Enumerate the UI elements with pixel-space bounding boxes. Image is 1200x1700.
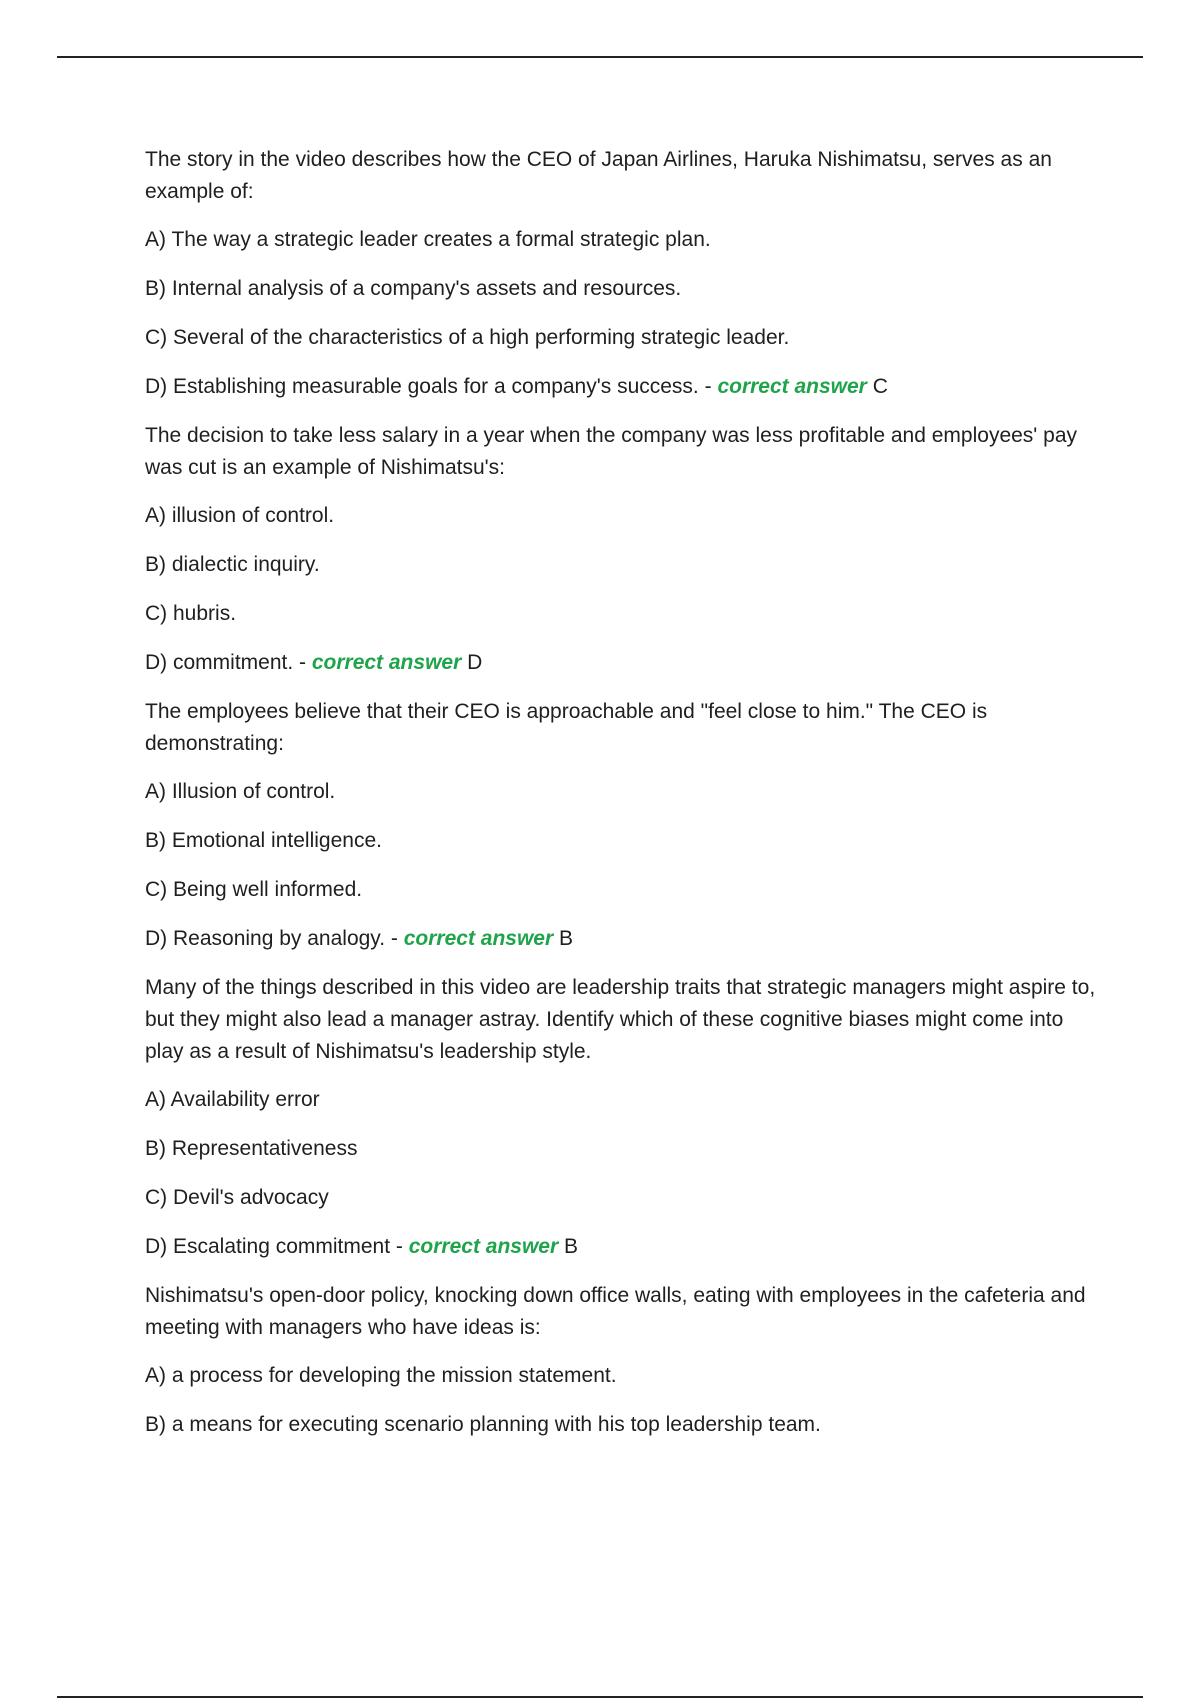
correct-answer-letter: B [553,927,574,950]
answer-option: A) The way a strategic leader creates a formal strategic plan. [145,228,711,251]
answer-option-text: D) commitment. - [145,651,312,674]
answer-option: C) hubris. [145,602,237,625]
correct-answer-label: correct answer [403,927,554,950]
answer-option-text: D) Reasoning by analogy. - [145,927,404,950]
answer-option: A) a process for developing the mission statement. [145,1364,617,1387]
answer-option: B) Emotional intelligence. [145,829,382,852]
answer-option-with-key [145,371,1100,403]
answer-option: B) a means for executing scenario planning with his top leadership team. [145,1413,821,1436]
answer-option: C) Devil's advocacy [145,1186,329,1209]
answer-option-text: D) Escalating commitment - [145,1235,409,1258]
footer-rule [57,1696,1143,1698]
answer-option: B) Representativeness [145,1137,358,1160]
correct-answer-letter: D [461,651,483,674]
answer-option: A) Illusion of control. [145,780,336,803]
document-body [145,144,1100,1458]
question-text: The story in the video describes how the CEO of Japan Airlines, Haruka Nishimatsu, serves as an example of: [145,148,1052,203]
question-text: Many of the things described in this video are leadership traits that strategic managers might aspire to, but they might also lead a manager astray. Identify which of these cognitive biases might come into play as a result of Nishimatsu's leadership style. [145,976,1096,1063]
question-text: Nishimatsu's open-door policy, knocking down office walls, eating with employees in the cafeteria and meeting with managers who have ideas is: [145,1284,1086,1339]
answer-option: A) Availability error [145,1088,320,1111]
correct-answer-letter: B [558,1235,578,1258]
question-text: The decision to take less salary in a year when the company was less profitable and employees' pay was cut is an example of Nishimatsu's: [145,424,1078,479]
answer-option: C) Being well informed. [145,878,363,901]
answer-option: A) illusion of control. [145,504,335,527]
answer-option-with-key [145,923,1100,955]
correct-answer-label: correct answer [311,651,462,674]
correct-answer-label: correct answer [408,1235,559,1258]
correct-answer-letter: C [866,375,888,398]
answer-option-with-key [145,1231,1100,1263]
answer-option: C) Several of the characteristics of a high performing strategic leader. [145,326,790,349]
correct-answer-label: correct answer [717,375,867,398]
answer-option: B) Internal analysis of a company's assets and resources. [145,277,682,300]
header-rule [57,56,1143,58]
answer-option-with-key [145,647,1100,679]
answer-option-text: D) Establishing measurable goals for a company's success. - [145,375,718,398]
answer-option: B) dialectic inquiry. [145,553,320,576]
question-text: The employees believe that their CEO is approachable and "feel close to him." The CEO is demonstrating: [145,700,988,755]
